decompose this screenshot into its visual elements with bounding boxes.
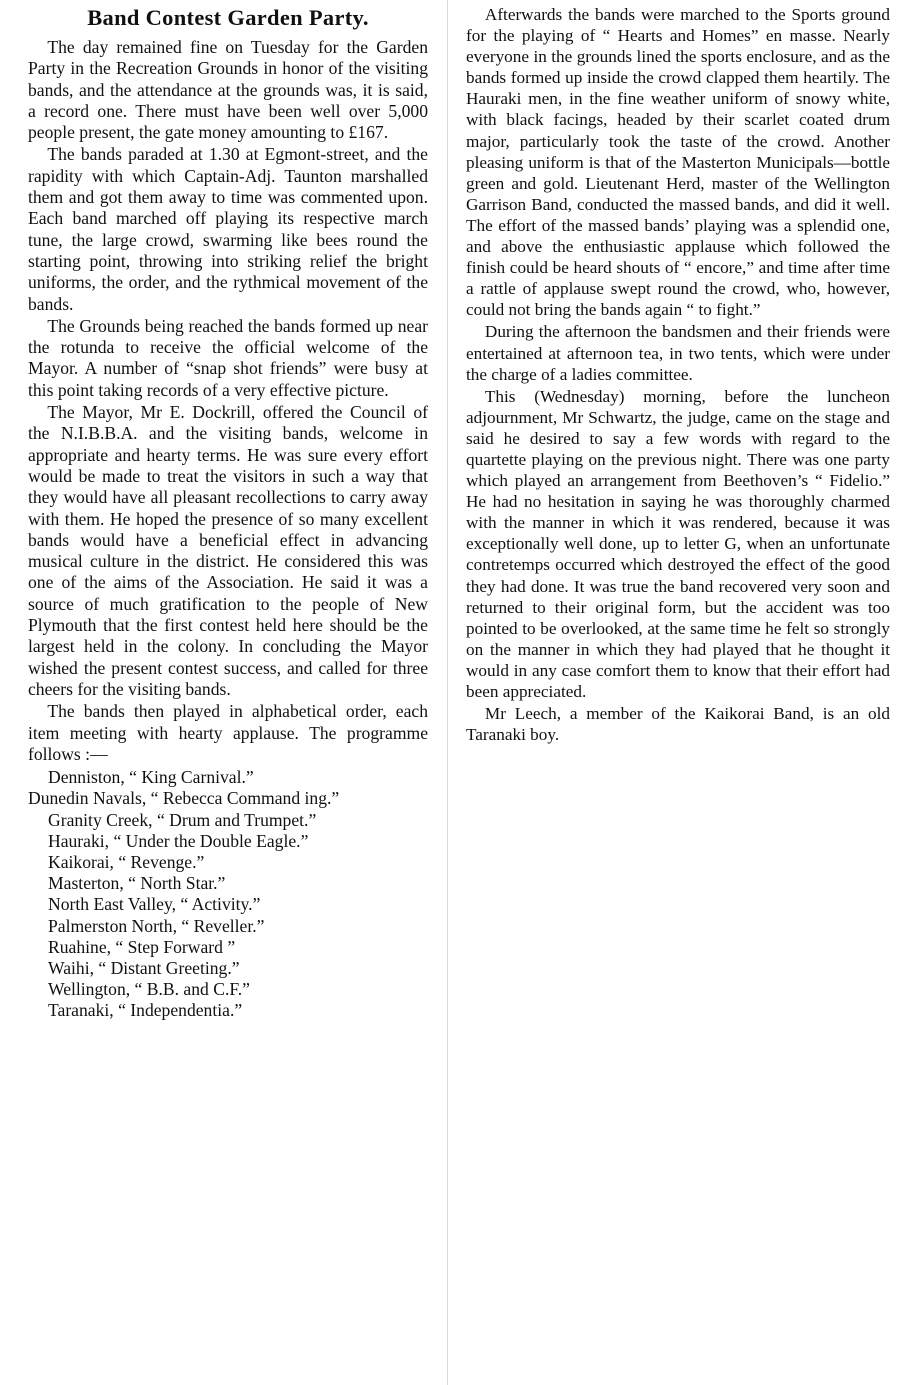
paragraph-programme-intro: The bands then played in alphabetical order, each item meeting with hearty applause. The programme follows :— — [28, 701, 428, 764]
programme-item: Palmerston North, “ Reveller.” — [48, 915, 265, 936]
programme-list — [28, 767, 428, 1021]
paragraph-massed-bands: Afterwards the bands were marched to the Sports ground for the playing of “ Hearts and Homes” en masse. Nearly everyone in the grounds lined the sports enclosure, and as the bands formed up inside the crowd clapped them heartily. The Hauraki men, in the fine weather uniform of snowy white, with black facings, headed by their scarlet coated drum major, particularly took the taste of the crowd. Another pleasing uniform is that of the Masterton Municipals—bottle green and gold. Lieutenant Herd, master of the Wellington Garrison Band, conducted the massed bands, and did it well. The effort of the massed bands’ playing was a splendid one, and above the enthusiastic applause which followed the finish could be heard shouts of “ encore,” and time after time a rattle of applause swept round the crowd, who, however, could not bring the bands again “ to fight.” — [466, 5, 890, 320]
programme-item: North East Valley, “ Activity.” — [48, 894, 261, 915]
programme-item: Masterton, “ North Star.” — [48, 873, 226, 894]
column-divider — [447, 0, 448, 1385]
programme-item: Dunedin Navals, “ Rebecca Command ing.” — [28, 788, 340, 809]
paragraph-parade: The bands paraded at 1.30 at Egmont-street, and the rapidity with which Captain-Adj. Taunton marshalled them and got them away to time was commented upon. Each band marched off playing its respective march tune, the large crowd, swarming like bees round the starting point, throwing into striking relief the bright uniforms, the order, and the rythmical movement of the bands. — [28, 144, 428, 314]
programme-item: Wellington, “ B.B. and C.F.” — [48, 979, 250, 1000]
paragraph-judge-remarks: This (Wednesday) morning, before the luncheon adjournment, Mr Schwartz, the judge, came on the stage and said he desired to say a few words with regard to the quartette playing on the previous night. There was one party which played an arrangement from Beethoven’s “ Fidelio.” He had no hesitation in saying he was thoroughly charmed with the manner in which it was rendered, because it was exceptionally well done, up to letter G, when an unfortunate contretemps occurred which destroyed the effect of the good they had done. It was true the band recovered very soon and returned to their original form, but the accident was too pointed to be overlooked, at the same time he felt so strongly on the manner in which they had played that he thought it would in any case comfort them to know that their effort had been appreciated. — [466, 386, 890, 701]
article-headline: Band Contest Garden Party. — [87, 5, 369, 30]
paragraph-rotunda: The Grounds being reached the bands formed up near the rotunda to receive the official welcome of the Mayor. A number of “snap shot friends” were busy at this point taking records of a very effective picture. — [28, 315, 428, 400]
programme-item: Waihi, “ Distant Greeting.” — [48, 957, 240, 978]
programme-item: Denniston, “ King Carnival.” — [48, 767, 254, 788]
programme-item: Kaikorai, “ Revenge.” — [48, 851, 205, 872]
paragraph-mayor-welcome: The Mayor, Mr E. Dockrill, offered the Council of the N.I.B.B.A. and the visiting bands, welcome in appropriate and hearty terms. He was sure every effort would be made to treat the visitors in such a way that they would have all pleasant recollections to carry away with them. He hoped the presence of so many excellent bands would have a beneficial effect in advancing musical culture in the district. He considered this was one of the aims of the Association. He said it was a source of much gratification to the people of New Plymouth that the first contest held here should be the largest held in the colony. In concluding the Mayor wished the present contest success, and called for three cheers for the visiting bands. — [28, 402, 428, 699]
paragraph-mr-leech: Mr Leech, a member of the Kaikorai Band, is an old Taranaki boy. — [466, 704, 890, 745]
programme-item: Granity Creek, “ Drum and Trumpet.” — [48, 809, 317, 830]
programme-item: Taranaki, “ Independentia.” — [48, 1000, 243, 1021]
paragraph-afternoon-tea: During the afternoon the bandsmen and their friends were entertained at afternoon tea, in two tents, which were under the charge of a ladies committee. — [466, 322, 890, 384]
left-column — [28, 4, 428, 1022]
paragraph-attendance: The day remained fine on Tuesday for the Garden Party in the Recreation Grounds in honor of the visiting bands, and the attendance at the grounds was, it is said, a record one. There must have been well over 5,000 people present, the gate money amounting to £167. — [28, 37, 428, 143]
right-column — [466, 4, 890, 745]
programme-item: Hauraki, “ Under the Double Eagle.” — [48, 830, 309, 851]
programme-item: Ruahine, “ Step Forward ” — [48, 936, 236, 957]
